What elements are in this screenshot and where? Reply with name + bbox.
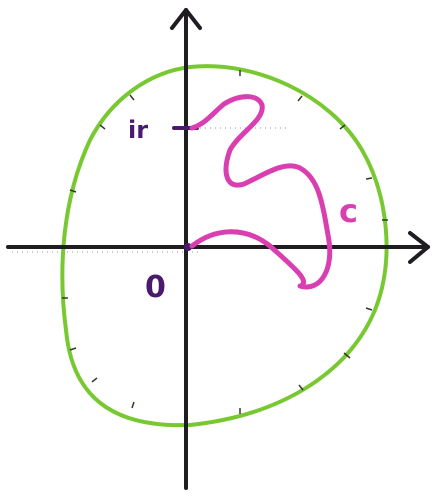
curve-c xyxy=(192,97,330,287)
origin-label: 0 xyxy=(145,270,166,305)
x-axis xyxy=(8,233,428,262)
curve-c-label: c xyxy=(339,192,358,230)
imaginary-point-label: ir xyxy=(128,116,149,144)
